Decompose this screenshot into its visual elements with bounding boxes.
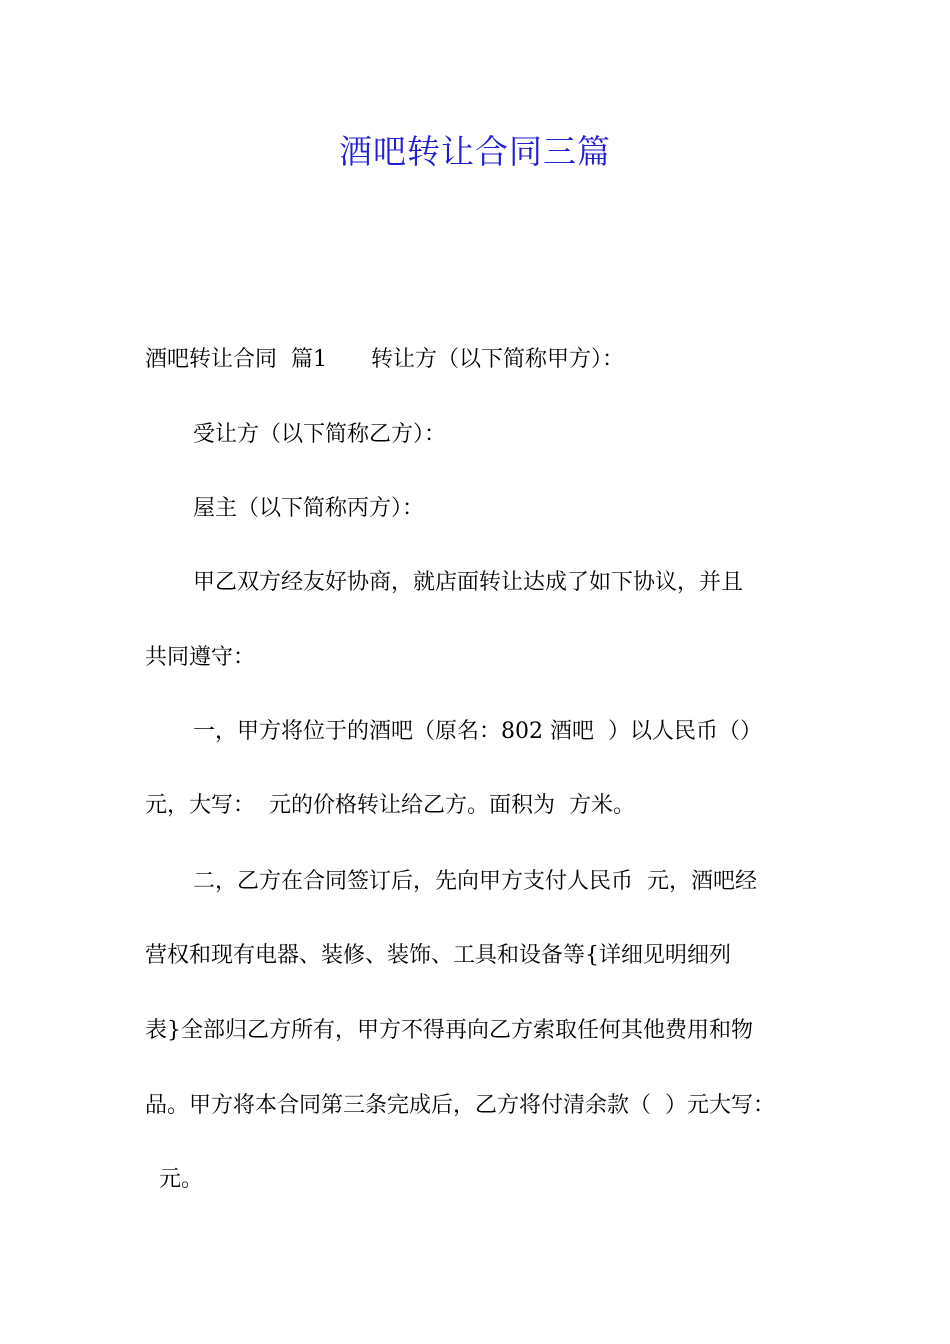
section-heading: 酒吧转让合同 篇1 — [145, 347, 327, 372]
clause-one-line: 元，大写： 元的价格转让给乙方。面积为 方米。 — [145, 793, 635, 818]
document-title: 酒吧转让合同三篇 — [339, 132, 611, 171]
paragraph-line: 共同遵守： — [145, 645, 256, 670]
heading-line — [145, 344, 835, 376]
clause-one-line: 一，甲方将位于的酒吧（原名：802 酒吧 ）以人民币（） — [193, 719, 762, 744]
clause-two-line: 二，乙方在合同签订后，先向甲方支付人民币 元，酒吧经 — [193, 869, 757, 894]
clause-two-line: 表}全部归乙方所有，甲方不得再向乙方索取任何其他费用和物 — [145, 1018, 753, 1043]
paragraph-line: 甲乙双方经友好协商，就店面转让达成了如下协议，并且 — [193, 570, 744, 595]
transferor-label: 转让方（以下简称甲方）： — [370, 347, 624, 372]
clause-two-line: 元。 — [145, 1167, 203, 1192]
transferee-label: 受让方（以下简称乙方）： — [193, 422, 447, 447]
clause-two-line: 品。甲方将本合同第三条完成后，乙方将付清余款（ ）元大写： — [145, 1093, 775, 1118]
landlord-label: 屋主（以下简称丙方）： — [193, 496, 425, 521]
clause-two-line: 营权和现有电器、装修、装饰、工具和设备等{详细见明细列 — [145, 943, 731, 968]
